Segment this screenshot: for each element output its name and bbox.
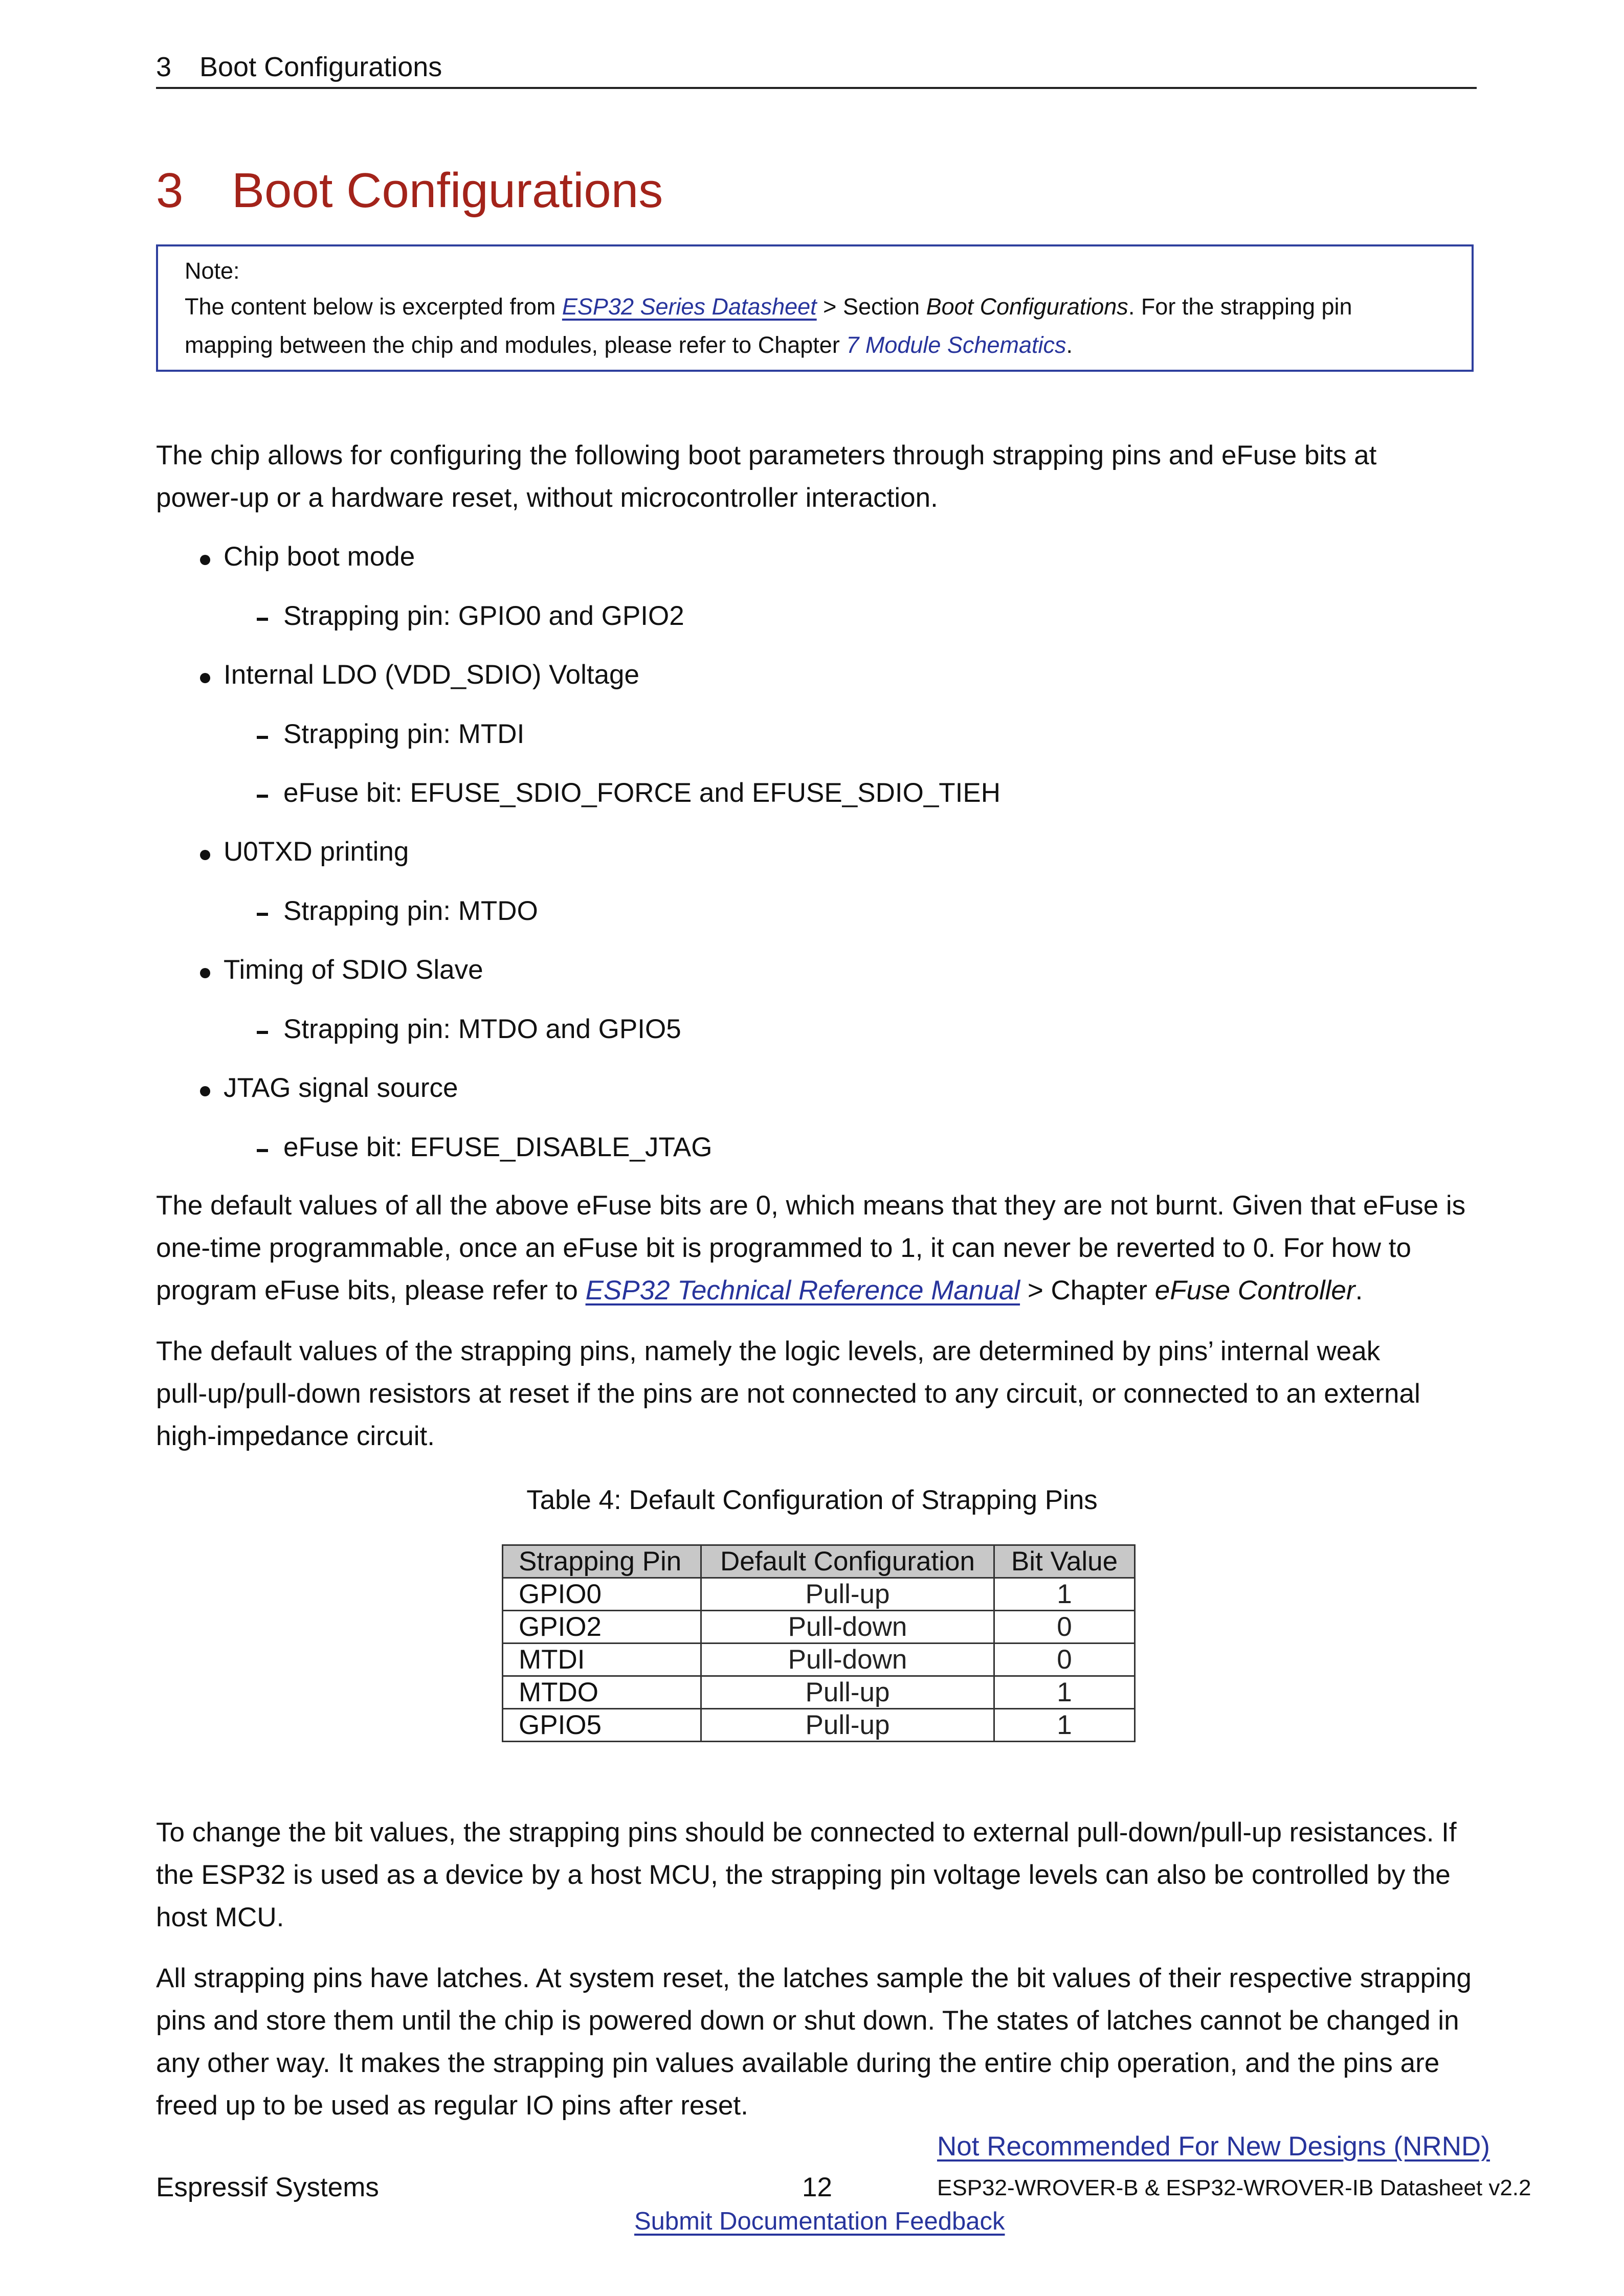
default-para-line-1: The default values of the strapping pins, namely the logic levels, are determined by pins’ internal weak <box>156 1336 1381 1366</box>
esp32-series-datasheet-link[interactable]: ESP32 Series Datasheet <box>562 294 817 320</box>
running-header <box>156 51 442 83</box>
running-header-title: Boot Configurations <box>199 52 442 82</box>
table-header-row <box>503 1545 1135 1578</box>
bullet-icon <box>200 968 210 978</box>
table-row <box>503 1578 1135 1611</box>
strapping-pins-table <box>502 1544 1136 1742</box>
change-para-line-2: the ESP32 is used as a device by a host MCU, the strapping pin voltage levels can also be controlled by the <box>156 1860 1451 1890</box>
submit-feedback-link[interactable]: Submit Documentation Feedback <box>634 2208 1005 2235</box>
note-text: . <box>1066 332 1073 358</box>
chapter-title: Boot Configurations <box>232 163 663 218</box>
parameter-label: Chip boot mode <box>224 542 415 572</box>
dash-icon <box>257 1031 268 1034</box>
dash-icon <box>257 795 268 798</box>
para-text: program eFuse bits, please refer to <box>156 1275 586 1305</box>
cell-config: Pull-up <box>701 1709 994 1742</box>
default-para-line-3: high-impedance circuit. <box>156 1421 435 1451</box>
table-caption: Table 4: Default Configuration of Strapping Pins <box>526 1485 1098 1515</box>
note-line-2 <box>185 332 1073 358</box>
cell-pin: MTDO <box>503 1676 701 1709</box>
parameter-detail: Strapping pin: GPIO0 and GPIO2 <box>283 601 684 631</box>
dash-icon <box>257 913 268 916</box>
intro-line-1: The chip allows for configuring the following boot parameters through strapping pins and eFuse bits at <box>156 440 1377 470</box>
cell-bit: 1 <box>994 1676 1135 1709</box>
cell-bit: 0 <box>994 1644 1135 1676</box>
note-section-name: Boot Configurations <box>926 294 1128 320</box>
dash-icon <box>257 618 268 621</box>
bullet-icon <box>200 850 210 860</box>
column-header-bit-value: Bit Value <box>994 1545 1135 1578</box>
parameter-label: Timing of SDIO Slave <box>224 955 483 985</box>
running-header-number: 3 <box>156 52 172 82</box>
cell-pin: GPIO5 <box>503 1709 701 1742</box>
cell-pin: MTDI <box>503 1644 701 1676</box>
intro-line-2: power-up or a hardware reset, without microcontroller interaction. <box>156 483 938 513</box>
latch-para-line-3: any other way. It makes the strapping pin values available during the entire chip operation, and the pins are <box>156 2048 1440 2078</box>
bullet-icon <box>200 1086 210 1096</box>
cell-config: Pull-up <box>701 1676 994 1709</box>
module-schematics-link[interactable]: 7 Module Schematics <box>846 332 1066 358</box>
column-header-default-configuration: Default Configuration <box>701 1545 994 1578</box>
table-row <box>503 1709 1135 1742</box>
bullet-icon <box>200 673 210 683</box>
footer-company: Espressif Systems <box>156 2172 379 2202</box>
technical-reference-manual-link[interactable]: ESP32 Technical Reference Manual <box>585 1275 1020 1305</box>
note-text: The content below is excerpted from <box>185 294 562 320</box>
note-text: . For the strapping pin <box>1128 294 1352 320</box>
chapter-name: eFuse Controller <box>1154 1275 1355 1305</box>
latch-para-line-4: freed up to be used as regular IO pins after reset. <box>156 2090 748 2121</box>
note-line-1 <box>185 294 1352 320</box>
note-text: mapping between the chip and modules, please refer to Chapter <box>185 332 847 358</box>
table-row <box>503 1676 1135 1709</box>
bullet-icon <box>200 555 210 565</box>
para-text: > Chapter <box>1020 1275 1155 1305</box>
cell-pin: GPIO2 <box>503 1611 701 1644</box>
change-para-line-1: To change the bit values, the strapping pins should be connected to external pull-down/pull-up resistances. If <box>156 1817 1457 1848</box>
dash-icon <box>257 1149 268 1152</box>
footer-document-title: ESP32-WROVER-B & ESP32-WROVER-IB Datasheet v2.2 <box>937 2175 1531 2200</box>
parameter-detail: Strapping pin: MTDI <box>283 719 525 749</box>
dash-icon <box>257 736 268 739</box>
cell-config: Pull-up <box>701 1578 994 1611</box>
parameter-detail: eFuse bit: EFUSE_DISABLE_JTAG <box>283 1132 713 1162</box>
efuse-para-line-2: one-time programmable, once an eFuse bit is programmed to 1, it can never be reverted to 0. For how to <box>156 1233 1411 1263</box>
cell-pin: GPIO0 <box>503 1578 701 1611</box>
nrnd-link[interactable]: Not Recommended For New Designs (NRND) <box>937 2131 1490 2162</box>
latch-para-line-1: All strapping pins have latches. At system reset, the latches sample the bit values of their respective strapping <box>156 1963 1472 1993</box>
cell-bit: 1 <box>994 1709 1135 1742</box>
cell-config: Pull-down <box>701 1644 994 1676</box>
parameter-detail: eFuse bit: EFUSE_SDIO_FORCE and EFUSE_SDIO_TIEH <box>283 778 1001 808</box>
header-divider <box>156 87 1477 89</box>
note-title: Note: <box>185 258 240 284</box>
table-row <box>503 1611 1135 1644</box>
efuse-para-line-1: The default values of all the above eFuse bits are 0, which means that they are not burnt. Given that eFuse is <box>156 1190 1466 1221</box>
note-box <box>156 244 1474 372</box>
cell-config: Pull-down <box>701 1611 994 1644</box>
parameter-detail: Strapping pin: MTDO and GPIO5 <box>283 1014 681 1044</box>
cell-bit: 0 <box>994 1611 1135 1644</box>
para-text: . <box>1355 1275 1363 1305</box>
change-para-line-3: host MCU. <box>156 1902 284 1932</box>
parameter-label: Internal LDO (VDD_SDIO) Voltage <box>224 660 640 690</box>
cell-bit: 1 <box>994 1578 1135 1611</box>
parameter-detail: Strapping pin: MTDO <box>283 896 538 926</box>
efuse-para-line-3 <box>156 1275 1363 1306</box>
note-text: > Section <box>816 294 926 320</box>
table-row <box>503 1644 1135 1676</box>
default-para-line-2: pull-up/pull-down resistors at reset if the pins are not connected to any circuit, or connected to an external <box>156 1379 1420 1409</box>
page-number: 12 <box>802 2172 832 2202</box>
chapter-heading <box>156 163 663 219</box>
chapter-number: 3 <box>156 163 184 218</box>
latch-para-line-2: pins and store them until the chip is powered down or shut down. The states of latches cannot be changed in <box>156 2006 1459 2036</box>
parameter-label: JTAG signal source <box>224 1073 458 1103</box>
parameter-label: U0TXD printing <box>224 837 409 867</box>
column-header-strapping-pin: Strapping Pin <box>503 1545 701 1578</box>
